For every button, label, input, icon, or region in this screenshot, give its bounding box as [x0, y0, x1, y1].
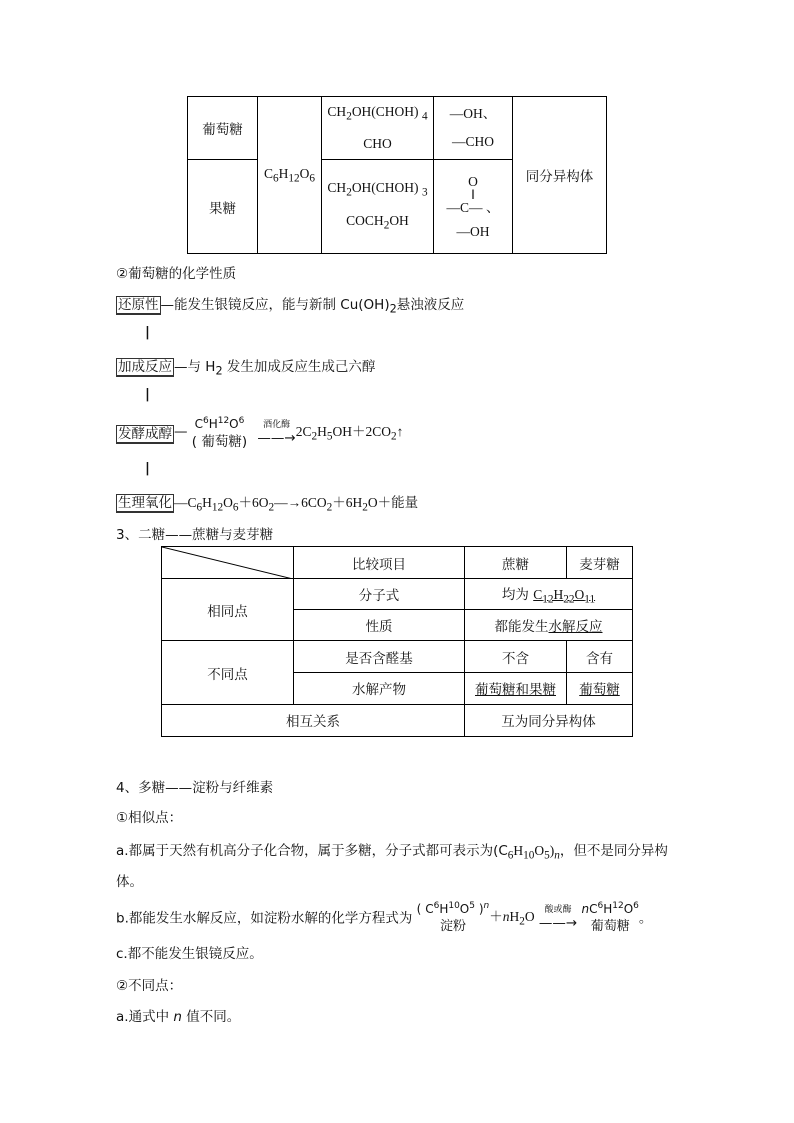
- fructose-name: 果糖: [209, 200, 236, 217]
- glucose-structure-cell: [322, 97, 434, 160]
- different-a-text-end: 值不同。: [181, 1009, 241, 1025]
- addition-property-line: [116, 355, 375, 378]
- row-hydrolysis-label: 水解产物: [294, 672, 465, 704]
- row-property-label: 性质: [294, 610, 465, 641]
- glucose-name: 葡萄糖: [202, 122, 243, 138]
- carbonyl-double-bond: ‖: [471, 186, 475, 202]
- reducing-label: 还原性: [118, 297, 159, 313]
- aldehyde-maltose: 含有: [567, 641, 633, 672]
- glucose-group-oh: —OH、: [449, 106, 497, 121]
- hydrolysis-maltose: 葡萄糖: [579, 682, 620, 699]
- glucose-structure-line1: $CH_2OH(CHOH)$ $_4$: [327, 103, 428, 123]
- connector-1: |: [145, 324, 150, 340]
- addition-label: 加成反应: [118, 359, 172, 375]
- property-prefix: 都能发生: [494, 619, 549, 636]
- different-a-line: [116, 1005, 240, 1025]
- col-sucrose-header: 蔗糖: [465, 547, 567, 579]
- similar-heading: ①相似点：: [116, 810, 183, 826]
- glucose-group-cho: —CHO: [451, 134, 494, 149]
- glucose-product: [582, 897, 639, 936]
- addition-sub: 2: [215, 364, 223, 378]
- row-aldehyde-label: 是否含醛基: [294, 641, 465, 672]
- similar-a-line1: [116, 839, 668, 862]
- similar-c-line: c.都不能发生银镜反应。: [116, 946, 263, 962]
- fructose-structure-cell: [322, 160, 434, 254]
- fermentation-arrow-symbol: ——→: [257, 429, 296, 446]
- hydrolysis-catalyst: 酸或酶: [544, 904, 572, 915]
- relation-value-cell: 互为同分异构体: [465, 704, 633, 736]
- carbonyl-o: O: [468, 173, 478, 189]
- glucose-product-formula: $nC^6H^{12}O^6$: [581, 901, 639, 916]
- disaccharide-heading: 3、二糖——蔗糖与麦芽糖: [116, 527, 274, 543]
- diff-label-cell: 不同点: [162, 641, 294, 704]
- starch-reactant: [417, 897, 490, 936]
- glucose-product-name: 葡萄糖: [590, 919, 630, 934]
- diagonal-header-cell: [162, 547, 294, 579]
- disaccharide-formula: $C_{12}H_{22}O_{11}$: [533, 586, 596, 606]
- fermentation-reactant-name: ( 葡萄糖): [191, 434, 248, 450]
- different-a-text: a.通式中: [116, 1009, 174, 1025]
- similar-b-text: b.都能发生水解反应，如淀粉水解的化学方程式为: [116, 910, 413, 927]
- formula-value-cell: [465, 579, 633, 610]
- fructose-name-cell: [188, 160, 258, 254]
- fermentation-line: [116, 412, 403, 452]
- polysaccharide-heading: 4、多糖——淀粉与纤维素: [116, 780, 274, 796]
- fermentation-dash: —: [174, 423, 188, 440]
- similar-a-text-end: ，但不是同分异构: [559, 843, 668, 859]
- relation-text: 同分异构体: [525, 169, 594, 185]
- fermentation-arrow: [257, 419, 295, 445]
- col-maltose-header: 麦芽糖: [567, 547, 633, 579]
- similar-a-formula: $_6H_{10}O_5)_n$: [507, 843, 560, 862]
- similar-b-line: [116, 897, 652, 935]
- hydrolysis-sucrose-cell: [465, 672, 567, 704]
- reducing-text: —能发生银镜反应，能与新制 Cu(OH): [160, 297, 390, 313]
- relation-label-cell: 相互关系: [162, 704, 465, 736]
- oxidation-label: 生理氧化: [118, 495, 172, 511]
- addition-text: —与 H: [174, 359, 216, 375]
- starch-formula: ( $C^6H^{10}O^5$ )$^n$: [416, 901, 490, 916]
- oxidation-equation: $—C_6H_{12}O_6+6O_2—\to 6CO_2+6H_2O+$能量: [174, 495, 419, 514]
- diagonal-line: [162, 547, 293, 579]
- carbonyl-c: —C— 、: [446, 199, 500, 215]
- aldehyde-sucrose: 不含: [465, 641, 567, 672]
- reducing-property-line: [116, 293, 464, 316]
- reducing-text-end: 悬浊液反应: [396, 297, 465, 313]
- addition-text-end: 发生加成反应生成己六醇: [222, 359, 376, 375]
- glucose-fructose-table: [187, 96, 607, 254]
- property-value-cell: [465, 610, 633, 641]
- property-hydrolysis: 水解反应: [548, 619, 603, 636]
- fructose-structure-line2: $COCH_2OH$: [346, 212, 409, 232]
- glucose-formula: $C_6H_{12}O_6$: [263, 165, 315, 185]
- similar-a-line2: 体。: [116, 874, 143, 890]
- fermentation-formula: $C^6H^{12}O^6$: [194, 416, 245, 431]
- hydrolysis-arrow: [539, 904, 577, 930]
- glucose-props-heading: ②葡萄糖的化学性质: [116, 266, 237, 282]
- col-item-header: 比较项目: [294, 547, 465, 579]
- glucose-name-cell: [188, 97, 258, 160]
- fructose-structure-line1: $CH_2OH(CHOH)$ $_3$: [327, 179, 428, 199]
- starch-name: 淀粉: [439, 919, 466, 934]
- glucose-groups-cell: [434, 97, 513, 160]
- fermentation-products: $2C_2H_5OH+2CO_2↑$: [295, 424, 404, 443]
- similar-a-text: a.都属于天然有机高分子化合物，属于多糖，分子式都可表示为(C: [116, 843, 508, 859]
- connector-2: |: [145, 386, 150, 402]
- fructose-group-oh: —OH: [456, 223, 490, 239]
- formula-cell: [258, 97, 322, 254]
- hydrolysis-sucrose: 葡萄糖和果糖: [475, 682, 556, 699]
- fermentation-label: 发酵成醇: [118, 425, 172, 442]
- same-label-cell: 相同点: [162, 579, 294, 641]
- oxidation-line: [116, 491, 418, 514]
- disaccharide-table: [161, 546, 633, 737]
- different-a-n: n: [173, 1009, 182, 1025]
- connector-3: |: [145, 460, 150, 476]
- reducing-sub: 2: [389, 302, 397, 316]
- hydrolysis-maltose-cell: [567, 672, 633, 704]
- different-heading: ②不同点：: [116, 978, 183, 994]
- fructose-groups-cell: [434, 160, 513, 254]
- hydrolysis-arrow-symbol: ——→: [538, 914, 578, 931]
- fermentation-reactant: [192, 412, 247, 451]
- glucose-structure-line2: CHO: [363, 136, 392, 152]
- water-term: $+nH_2O$: [489, 909, 535, 928]
- similar-b-end: 。: [638, 910, 653, 927]
- formula-value-prefix: 均为: [501, 586, 534, 603]
- row-formula-label: 分子式: [294, 579, 465, 610]
- fermentation-catalyst: 酒化酶: [263, 419, 291, 430]
- relation-cell: [513, 97, 607, 254]
